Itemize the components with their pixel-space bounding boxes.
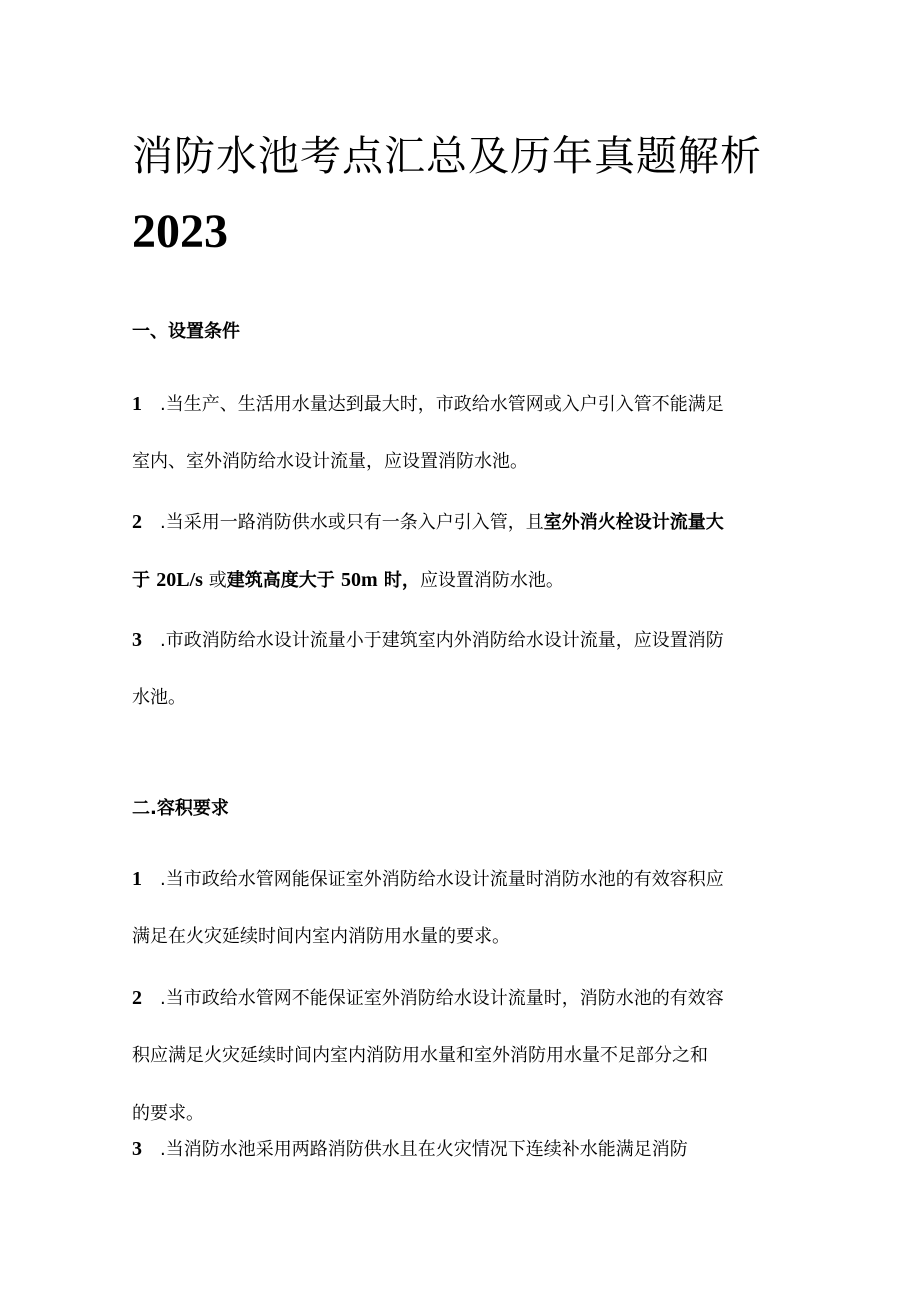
paragraph-item [132, 375, 792, 491]
item-number: 1 [132, 868, 142, 890]
item-number: 3 [132, 1138, 142, 1160]
paragraph-line [132, 551, 792, 609]
paragraph-line [132, 969, 792, 1027]
section-heading-setup-conditions: 一、设置条件 [132, 321, 240, 342]
paragraph-line: 的要求。 [132, 1103, 204, 1124]
paragraph-line [132, 1120, 792, 1178]
paragraph-item [132, 493, 792, 609]
emphasis-text: 于 [132, 570, 157, 591]
paragraph-item [132, 1120, 792, 1178]
paragraph-item [132, 850, 792, 966]
paragraph-line [132, 611, 792, 669]
item-number: 2 [132, 987, 142, 1009]
paragraph-line [132, 493, 792, 551]
paragraph-line: 满足在火灾延续时间内室内消防用水量的要求。 [132, 926, 510, 947]
paragraph-line [132, 375, 792, 433]
item-number: 2 [132, 511, 142, 533]
document-title-year: 2023 [132, 205, 228, 258]
paragraph-item [132, 969, 792, 1143]
emphasis-text: 建筑高度大于 [226, 570, 341, 591]
item-number: 1 [132, 393, 142, 415]
paragraph-line: 室内、室外消防给水设计流量，应设置消防水池。 [132, 451, 528, 472]
paragraph-text: .当消防水池采用两路消防供水且在火灾情况下连续补水能满足消防 [160, 1139, 688, 1160]
paragraph-text: .当市政给水管网不能保证室外消防给水设计流量时，消防水池的有效容 [160, 988, 724, 1009]
paragraph-line [132, 850, 792, 908]
emphasis-text: 时， [377, 570, 420, 591]
paragraph-line: 积应满足火灾延续时间内室内消防用水量和室外消防用水量不足部分之和 [132, 1045, 708, 1066]
paragraph-text: .当采用一路消防供水或只有一条入户引入管，且 [160, 512, 544, 533]
paragraph-text: 或 [202, 570, 227, 591]
paragraph-text: 应设置消防水池。 [419, 570, 564, 591]
paragraph-text: .市政消防给水设计流量小于建筑室内外消防给水设计流量，应设置消防 [160, 630, 724, 651]
paragraph-text: .当生产、生活用水量达到最大时，市政给水管网或入户引入管不能满足 [160, 394, 724, 415]
document-title: 消防水池考点汇总及历年真题解析 [132, 132, 762, 180]
section-heading-volume-requirements: 二.容积要求 [132, 798, 229, 819]
paragraph-text: .当市政给水管网能保证室外消防给水设计流量时消防水池的有效容积应 [160, 869, 724, 890]
item-number: 3 [132, 629, 142, 651]
flow-value: 20L/s [156, 569, 203, 591]
paragraph-item [132, 611, 792, 727]
height-value: 50m [340, 569, 378, 591]
paragraph-line: 水池。 [132, 687, 186, 708]
emphasis-text: 室外消火栓设计流量大 [543, 512, 724, 533]
